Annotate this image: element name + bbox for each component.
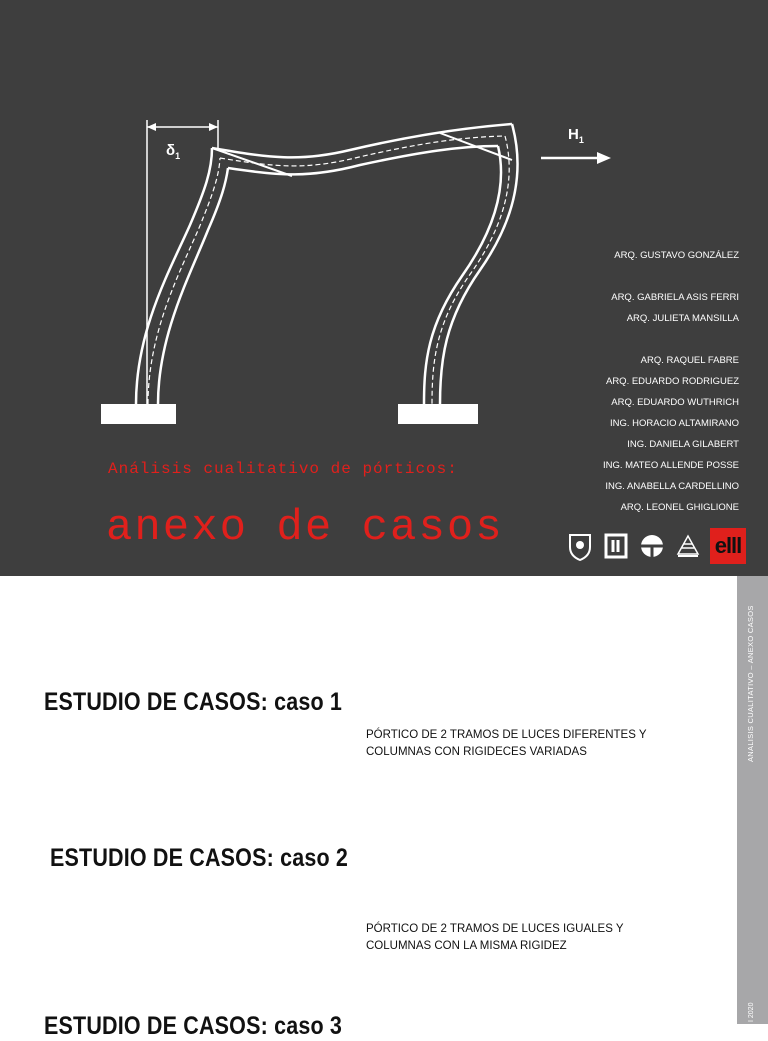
- cover-subtitle: Análisis cualitativo de pórticos:: [108, 460, 458, 478]
- right-column-axis: [432, 136, 509, 404]
- university-crest-icon: [566, 531, 594, 561]
- case-description-1: PÓRTICO DE 2 TRAMOS DE LUCES DIFERENTES Y COLUMNAS CON RIGIDECES VARIADAS: [366, 729, 647, 758]
- right-column-outer: [440, 124, 517, 404]
- dimension-arrowhead-right: [209, 123, 218, 131]
- force-arrowhead: [597, 152, 611, 164]
- force-label: $H_1$: [568, 126, 584, 145]
- credit-name: ARQ. GUSTAVO GONZÁLEZ: [614, 250, 739, 261]
- credit-name: ING. HORACIO ALTAMIRANO: [610, 418, 739, 429]
- right-support: [398, 404, 478, 424]
- credit-name: ARQ. RAQUEL FABRE: [640, 355, 739, 366]
- credit-name: ARQ. GABRIELA ASIS FERRI: [611, 292, 739, 303]
- credit-name: ING. MATEO ALLENDE POSSE: [602, 460, 739, 471]
- beam-top: [212, 124, 512, 157]
- institution-logos: [566, 527, 752, 565]
- side-year: I 2020: [748, 1002, 755, 1022]
- case-heading-1: ESTUDIO DE CASOS: caso 1: [44, 688, 343, 716]
- left-column-inner: [158, 168, 228, 404]
- credit-name: ARQ. JULIETA MANSILLA: [626, 313, 739, 324]
- credit-name: ING. DANIELA GILABERT: [627, 439, 739, 450]
- side-strip: [737, 576, 768, 1024]
- dimension-arrowhead-left: [147, 123, 156, 131]
- ell-logo: elll: [710, 528, 746, 564]
- case-heading-2: ESTUDIO DE CASOS: caso 2: [50, 844, 349, 872]
- institute-logo-icon: [674, 531, 702, 561]
- right-column-inner: [424, 146, 501, 404]
- cover-title: anexo de casos: [106, 503, 504, 553]
- displacement-label: $\delta_1$: [166, 142, 181, 161]
- case-description-2: PÓRTICO DE 2 TRAMOS DE LUCES IGUALES Y COLUMNAS CON LA MISMA RIGIDEZ: [366, 923, 624, 952]
- left-column-axis: [148, 158, 220, 404]
- school-logo-icon: [638, 531, 666, 561]
- side-label: ANALISIS CUALITATIVO – ANEXO CASOS: [746, 605, 755, 762]
- faculty-logo-icon: [602, 531, 630, 561]
- credits-list: [603, 245, 739, 518]
- case-heading-3: ESTUDIO DE CASOS: caso 3: [44, 1012, 343, 1040]
- left-support: [101, 404, 176, 424]
- credit-name: ARQ. EDUARDO RODRIGUEZ: [605, 376, 739, 387]
- beam-bottom: [228, 146, 498, 174]
- credit-name: ARQ. LEONEL GHIGLIONE: [620, 502, 739, 513]
- cases-page: [0, 576, 768, 1040]
- credit-name: ING. ANABELLA CARDELLINO: [605, 481, 739, 492]
- credit-name: ARQ. EDUARDO WUTHRICH: [611, 397, 739, 408]
